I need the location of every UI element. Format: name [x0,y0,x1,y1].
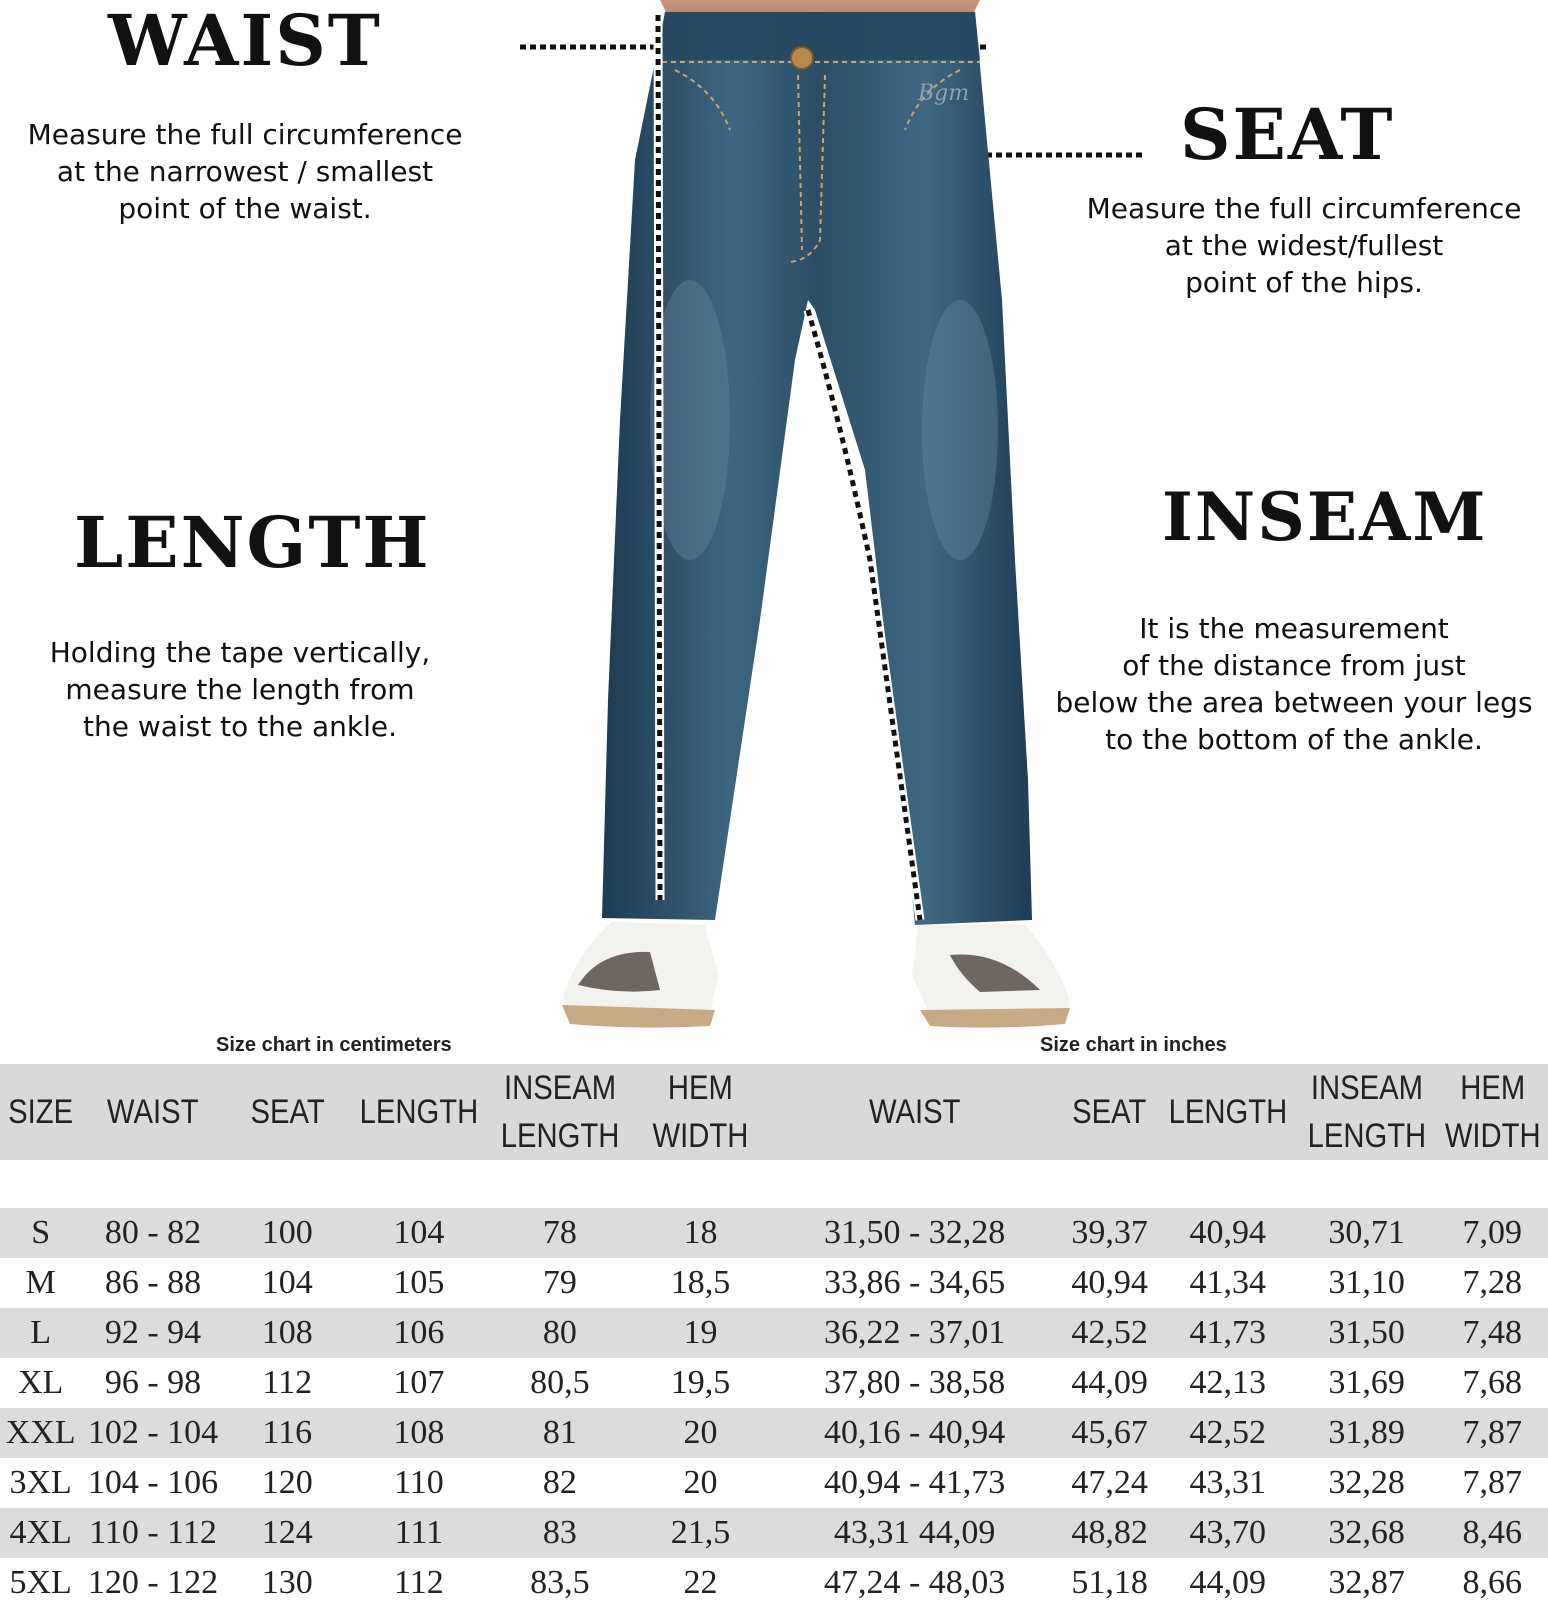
cell-cm-inseam: 83 [542,1514,577,1551]
cell-in-length: 42,13 [1189,1364,1267,1401]
cell-cm-length: 104 [393,1214,445,1251]
seat-desc-line-3: point of the hips. [1185,266,1423,299]
cell-in-seat: 40,94 [1071,1264,1148,1301]
cell-in-inseam: 32,87 [1328,1564,1405,1601]
size-chart-table [0,1064,1548,1608]
cell-cm-waist: 80 - 82 [104,1214,202,1251]
cell-cm-seat: 120 [261,1464,313,1501]
cell-in-waist: 31,50 - 32,28 [823,1214,1006,1251]
caption-inches: Size chart in inches [1040,1034,1227,1056]
table-row [0,1408,1548,1458]
brand-embroidery: Bgm [918,81,970,106]
cell-size: L [30,1314,52,1351]
cell-in-seat: 45,67 [1071,1414,1148,1451]
waist-desc-line-2: at the narrowest / smallest [56,155,434,188]
cell-cm-waist: 86 - 88 [104,1264,202,1301]
inseam-desc-line-4: to the bottom of the ankle. [1105,723,1483,756]
cell-cm-inseam: 81 [542,1414,577,1451]
cell-in-seat: 51,18 [1071,1564,1148,1601]
cell-cm-waist: 110 - 112 [89,1514,217,1551]
cell-in-length: 43,70 [1189,1514,1267,1551]
cell-in-length: 43,31 [1189,1464,1267,1501]
cell-in-seat: 39,37 [1071,1214,1148,1251]
cell-in-seat: 47,24 [1071,1464,1148,1501]
cell-size: M [25,1264,56,1301]
cell-cm-seat: 124 [261,1514,313,1551]
header-cm-hem: HEM WIDTH [652,1069,749,1155]
cell-in-seat: 44,09 [1071,1364,1148,1401]
cell-cm-length: 108 [393,1414,445,1451]
inseam-desc-line-3: below the area between your legs [1055,686,1533,719]
cell-in-length: 44,09 [1189,1564,1267,1601]
header-cm-waist: WAIST [107,1093,199,1131]
cell-in-hem: 7,28 [1462,1264,1522,1301]
table-row [0,1308,1548,1358]
jeans-photo [540,0,1100,1030]
length-desc-line-2: measure the length from [65,673,415,706]
cell-size: 3XL [9,1464,72,1501]
cell-in-waist: 37,80 - 38,58 [823,1364,1006,1401]
cell-in-inseam: 31,10 [1328,1264,1405,1301]
table-row [0,1208,1548,1258]
cell-cm-hem: 21,5 [670,1514,731,1551]
cell-cm-length: 105 [393,1264,445,1301]
cell-cm-inseam: 79 [542,1264,577,1301]
cell-cm-inseam: 80 [542,1314,577,1351]
cell-in-hem: 8,46 [1462,1514,1522,1551]
cell-cm-hem: 18,5 [670,1264,731,1301]
cell-cm-seat: 108 [261,1314,313,1351]
cell-cm-waist: 120 - 122 [87,1564,219,1601]
length-desc-line-1: Holding the tape vertically, [49,636,431,669]
inseam-heading: INSEAM [1162,478,1488,556]
cell-in-waist: 33,86 - 34,65 [823,1264,1006,1301]
cell-size: S [31,1214,51,1251]
cell-in-inseam: 31,89 [1328,1414,1405,1451]
table-row [0,1508,1548,1558]
cell-cm-hem: 19,5 [670,1364,731,1401]
cell-cm-length: 112 [393,1564,444,1601]
header-in-length: LENGTH [1168,1093,1288,1131]
cell-in-hem: 7,48 [1462,1314,1522,1351]
cell-cm-waist: 104 - 106 [87,1464,219,1501]
cell-in-inseam: 30,71 [1328,1214,1405,1251]
seat-desc-line-1: Measure the full circumference [1086,192,1522,225]
cell-cm-seat: 100 [261,1214,313,1251]
cell-in-inseam: 31,50 [1328,1314,1405,1351]
header-in-waist: WAIST [868,1093,961,1131]
cell-cm-waist: 96 - 98 [104,1364,202,1401]
table-row [0,1558,1548,1608]
waist-desc-line-3: point of the waist. [118,192,372,225]
table-header-row [0,1064,1548,1160]
cell-in-seat: 42,52 [1071,1314,1148,1351]
cell-in-hem: 7,87 [1462,1464,1522,1501]
cell-cm-length: 111 [394,1514,444,1551]
header-cm-seat: SEAT [250,1093,325,1131]
cell-cm-hem: 20 [683,1464,718,1501]
cell-in-length: 41,34 [1189,1264,1267,1301]
cell-cm-seat: 130 [261,1564,313,1601]
inseam-desc-line-1: It is the measurement [1139,612,1449,645]
cell-cm-length: 110 [393,1464,444,1501]
cell-cm-seat: 116 [262,1414,313,1451]
cell-size: 5XL [9,1564,72,1601]
seat-desc-line-2: at the widest/fullest [1164,229,1444,262]
cell-cm-inseam: 83,5 [530,1564,590,1601]
cell-in-inseam: 31,69 [1328,1364,1405,1401]
table-row [0,1358,1548,1408]
cell-in-hem: 8,66 [1462,1564,1522,1601]
cell-in-hem: 7,87 [1462,1414,1522,1451]
header-cm-length: LENGTH [359,1093,479,1131]
cell-in-length: 42,52 [1189,1414,1267,1451]
cell-in-waist: 43,31 44,09 [833,1514,996,1551]
table-row [0,1258,1548,1308]
table-spacer [0,1160,1548,1208]
length-desc-line-3: the waist to the ankle. [82,710,398,743]
seat-heading: SEAT [1180,93,1395,176]
cell-size: XL [17,1364,64,1401]
cell-in-waist: 36,22 - 37,01 [823,1314,1006,1351]
cell-cm-length: 106 [393,1314,445,1351]
cell-cm-hem: 22 [683,1564,718,1601]
cell-cm-inseam: 80,5 [530,1364,590,1401]
cell-cm-hem: 18 [683,1214,718,1251]
header-in-hem: HEM WIDTH [1444,1069,1541,1155]
cell-in-inseam: 32,68 [1328,1514,1405,1551]
cell-in-waist: 47,24 - 48,03 [823,1564,1006,1601]
cell-size: 4XL [9,1514,72,1551]
cell-cm-hem: 20 [683,1414,718,1451]
cell-in-length: 40,94 [1189,1214,1267,1251]
cell-cm-inseam: 78 [542,1214,577,1251]
cell-in-length: 41,73 [1189,1314,1267,1351]
cell-cm-seat: 112 [262,1364,313,1401]
table-row [0,1458,1548,1508]
inseam-desc-line-2: of the distance from just [1122,649,1466,682]
cell-cm-waist: 92 - 94 [104,1314,202,1351]
cell-cm-seat: 104 [261,1264,313,1301]
cell-cm-inseam: 82 [542,1464,577,1501]
cell-size: XXL [5,1414,76,1451]
header-in-seat: SEAT [1072,1093,1147,1131]
cell-in-hem: 7,09 [1462,1214,1522,1251]
cell-in-hem: 7,68 [1462,1364,1522,1401]
header-cm-inseam: INSEAM LENGTH [500,1069,620,1155]
caption-centimeters: Size chart in centimeters [216,1034,452,1056]
cell-in-inseam: 32,28 [1328,1464,1405,1501]
header-in-inseam: INSEAM LENGTH [1307,1069,1426,1155]
cell-in-seat: 48,82 [1071,1514,1148,1551]
waist-desc-line-1: Measure the full circumference [27,118,463,151]
cell-cm-waist: 102 - 104 [87,1414,219,1451]
cell-in-waist: 40,94 - 41,73 [823,1464,1006,1501]
cell-cm-hem: 19 [683,1314,718,1351]
cell-cm-length: 107 [393,1364,445,1401]
cell-in-waist: 40,16 - 40,94 [823,1414,1006,1451]
header-size: SIZE [8,1093,74,1131]
length-heading: LENGTH [74,501,431,584]
waist-heading: WAIST [108,0,382,82]
